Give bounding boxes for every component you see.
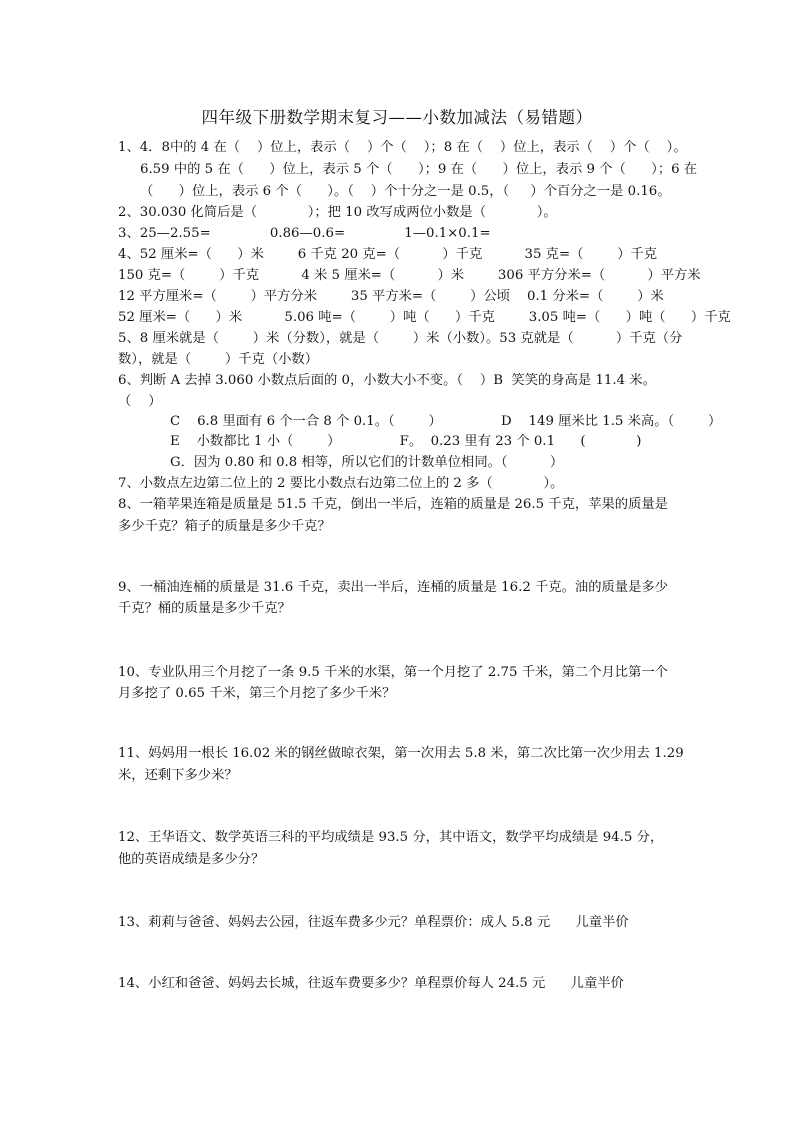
q6-item-g: G．因为 0.80 和 0.8 相等，所以它们的计数单位相同。（ ） bbox=[170, 455, 564, 470]
q10-line2: 月多挖了 0.65 千米，第三个月挖了多少千米？ bbox=[118, 686, 396, 701]
q11-line2: 米，还剩下多少米？ bbox=[118, 768, 238, 783]
q12-line2: 他的英语成绩是多少分？ bbox=[118, 852, 265, 867]
q9-line1: 9、一桶油连桶的质量是 31.6 千克，卖出一半后，连桶的质量是 16.2 千克。油的质量是多少 bbox=[118, 580, 668, 595]
q5-line2: 数），就是（ ）千克（小数） bbox=[118, 352, 319, 367]
worksheet-title: 四年级下册数学期末复习——小数加减法（易错题） bbox=[201, 108, 593, 127]
q8-line1: 8、一箱苹果连箱是质量是 51.5 千克，倒出一半后，连箱的质量是 26.5 千克，苹果的质量是 bbox=[118, 497, 668, 512]
q6-item-e-f: E 小数都比 1 小（ ） F。 0.23 里有 23 个 0.1 ( ) bbox=[170, 434, 642, 449]
q5-line1: 5、8 厘米就是（ ）米（分数），就是（ ）米（小数）。53 克就是（ ）千克（分 bbox=[118, 331, 683, 346]
q2-line: 2、30.030 化简后是（ ）；把 10 改写成两位小数是（ ）。 bbox=[118, 205, 557, 220]
q13-line: 13、莉莉与爸爸、妈妈去公园，往返车费多少元？单程票价：成人 5.8 元 儿童半价 bbox=[118, 915, 629, 930]
q11-line1: 11、妈妈用一根长 16.02 米的钢丝做晾衣架，第一次用去 5.8 米，第二次比第一次少用去 1.29 bbox=[118, 746, 684, 761]
q6-item-c-d: C 6.8 里面有 6 个一合 8 个 0.1。（ ） D 149 厘米比 1.5 米高。（ ） bbox=[170, 414, 722, 429]
q8-line2: 多少千克？箱子的质量是多少千克？ bbox=[118, 519, 331, 534]
q3-line: 3、25—2.55= 0.86—0.6= 1—0.1×0.1= bbox=[118, 226, 491, 241]
q12-line1: 12、王华语文、数学英语三科的平均成绩是 93.5 分，其中语文，数学平均成绩是 94.5 分， bbox=[118, 830, 664, 845]
q9-line2: 千克？桶的质量是多少千克？ bbox=[118, 601, 291, 616]
q4-line3: 12 平方厘米=（ ）平方分米 35 平方米=（ ）公顷 0.1 分米=（ ）米 bbox=[118, 289, 664, 304]
q7-line: 7、小数点左边第二位上的 2 要比小数点右边第二位上的 2 多（ ）。 bbox=[118, 476, 564, 491]
q6-line2: （ ） bbox=[118, 394, 162, 409]
q1-line3: （ ）位上，表示 6 个（ ）。（ ）个十分之一是 0.5，（ ）个百分之一是 0.16。 bbox=[140, 184, 671, 199]
q4-line1: 4、52 厘米=（ ）米 6 千克 20 克=（ ）千克 35 克=（ ）千克 bbox=[118, 247, 658, 262]
q4-line2: 150 克=（ ）千克 4 米 5 厘米=（ ）米 306 平方分米=（ ）平方米 bbox=[118, 268, 701, 283]
q14-line: 14、小红和爸爸、妈妈去长城，往返车费要多少？单程票价每人 24.5 元 儿童半价 bbox=[118, 976, 624, 991]
q6-line1: 6、判断 A 去掉 3.060 小数点后面的 0，小数大小不变。（ ）B 笑笑的身高是 11.4 米。 bbox=[118, 373, 656, 388]
q1-line2: 6.59 中的 5 在（ ）位上，表示 5 个（ ）；9 在（ ）位上，表示 9 个（ ）；6 在 bbox=[140, 162, 698, 177]
q1-line1: 1、4．8中的 4 在（ ）位上，表示（ ）个（ ）；8 在（ ）位上，表示（ ）个（ ）。 bbox=[118, 140, 687, 155]
q10-line1: 10、专业队用三个月挖了一条 9.5 千米的水渠，第一个月挖了 2.75 千米，第二个月比第一个 bbox=[118, 665, 668, 680]
q4-line4: 52 厘米=（ ）米 5.06 吨=（ ）吨（ ）千克 3.05 吨=（ ）吨（ ）千克 bbox=[118, 310, 731, 325]
